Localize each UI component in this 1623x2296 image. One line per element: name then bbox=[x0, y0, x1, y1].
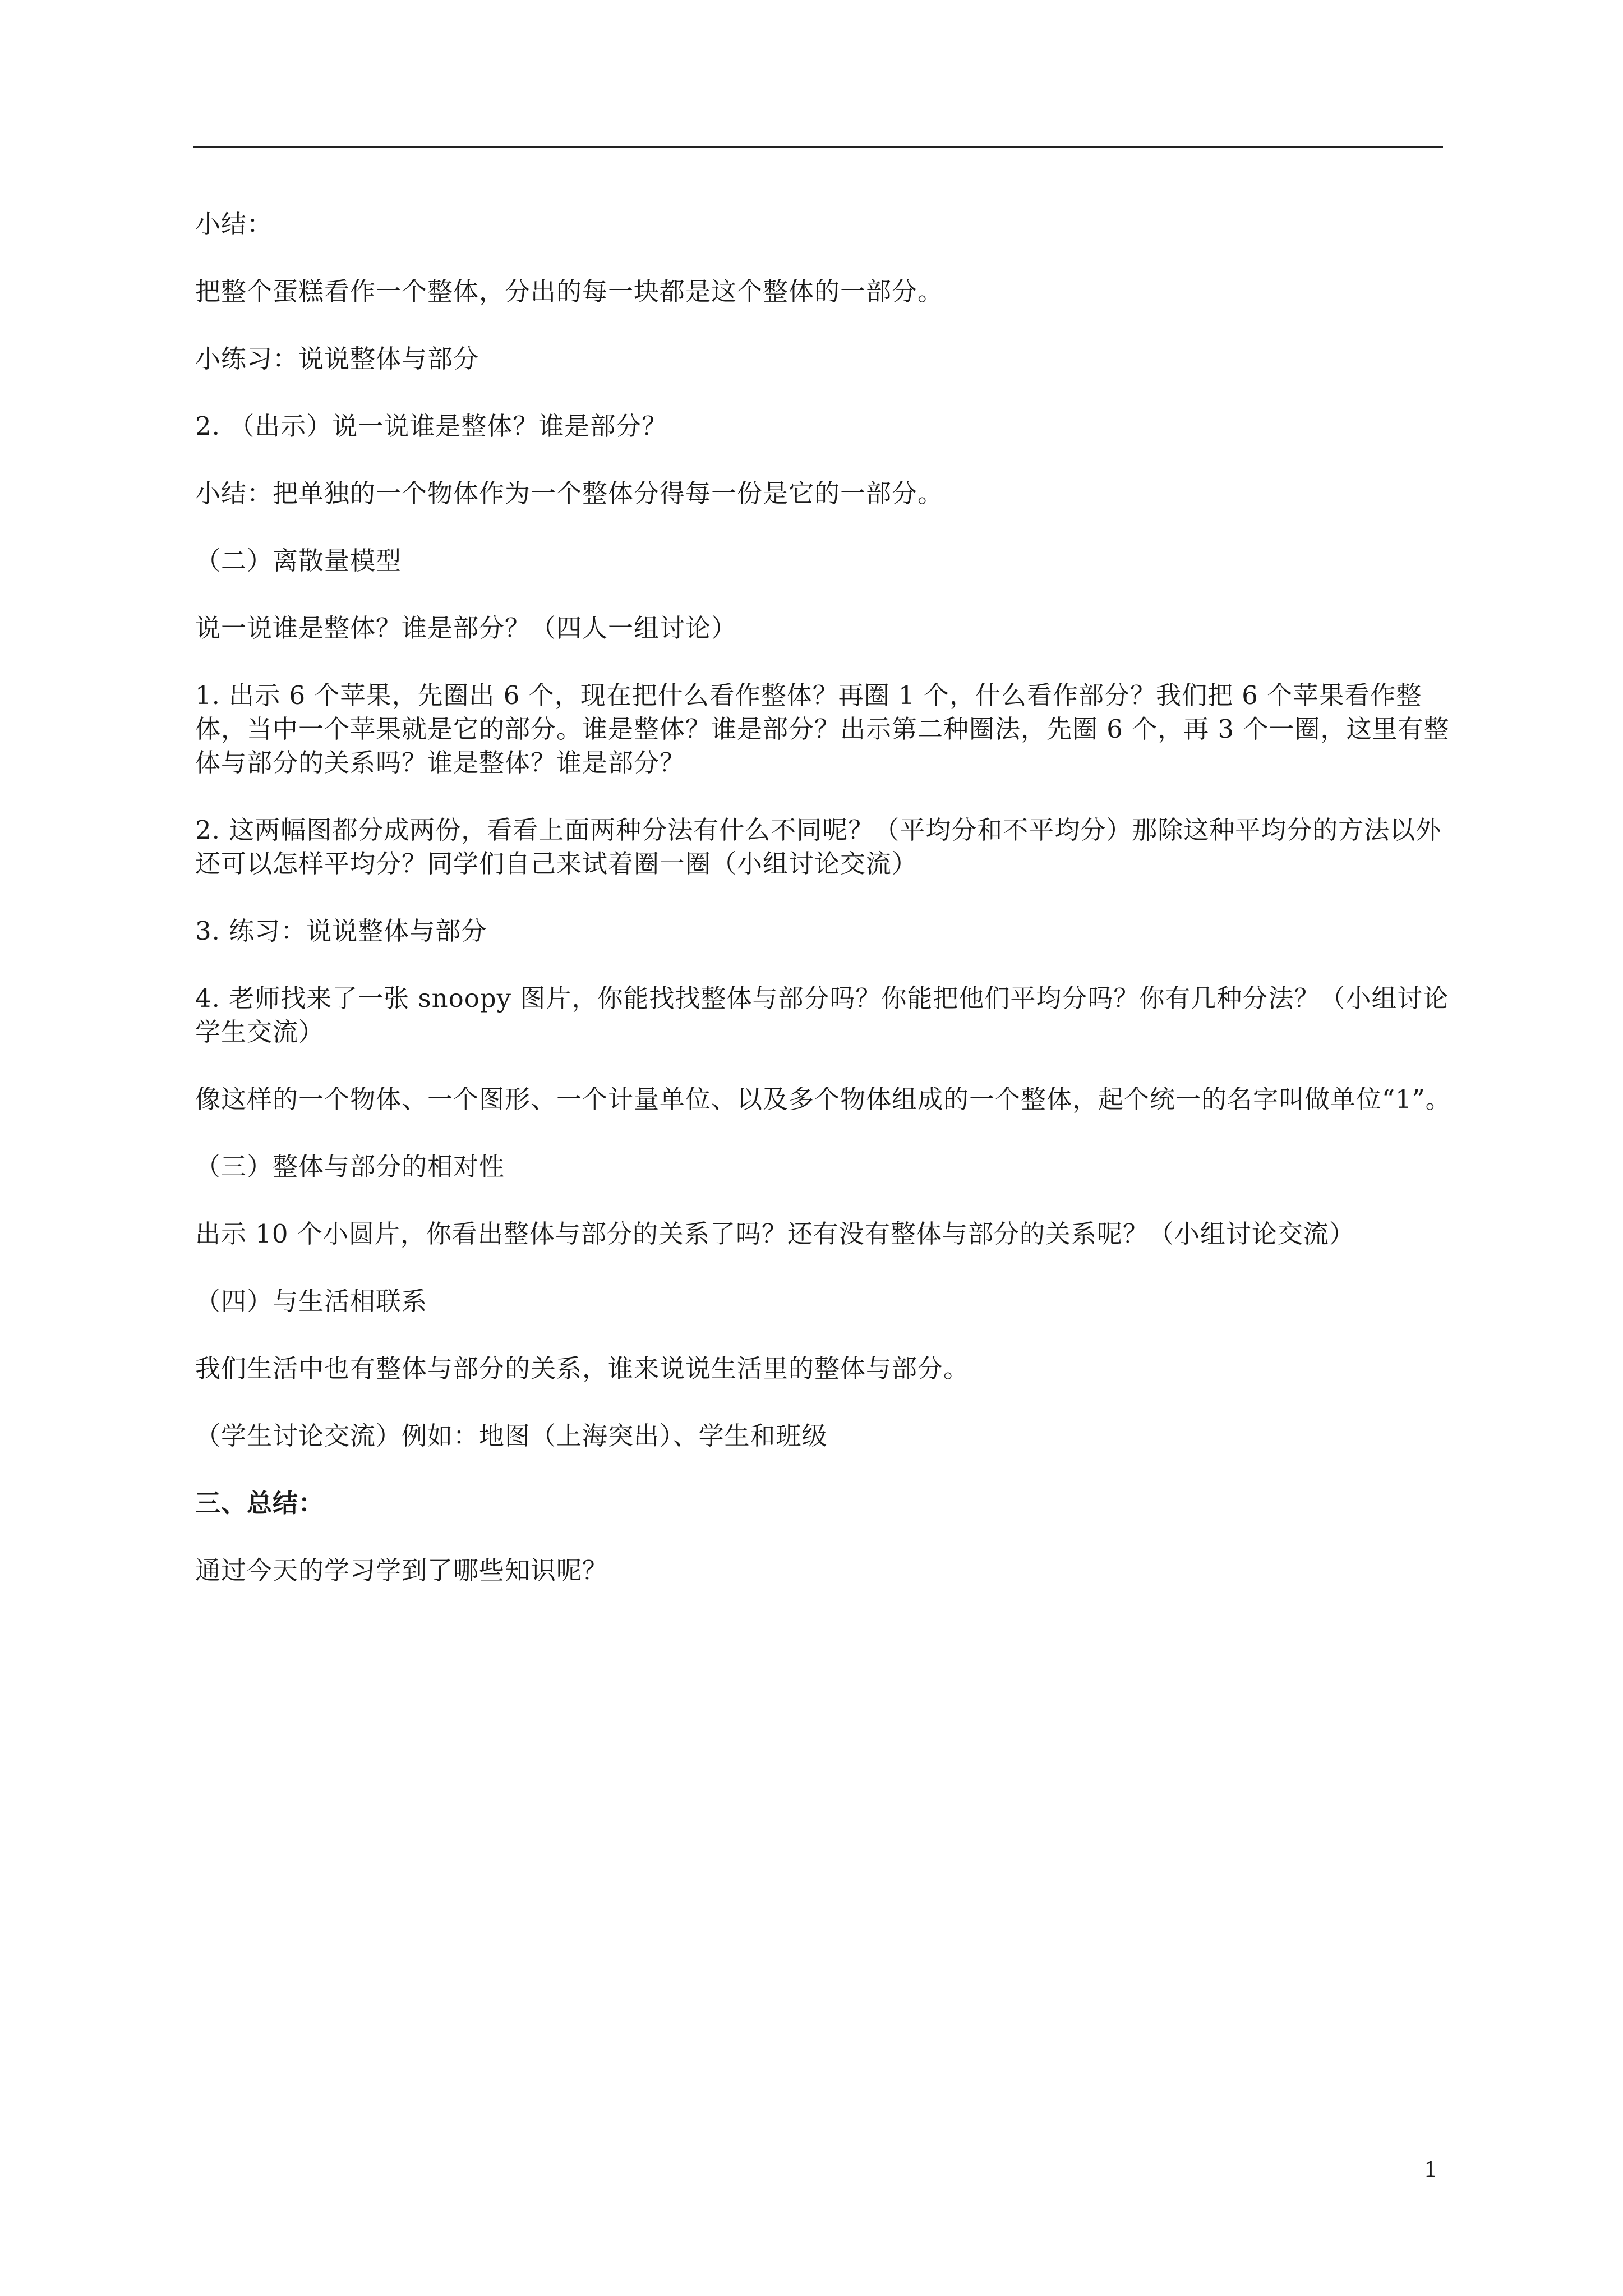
paragraph-snoopy: 4. 老师找来了一张 snoopy 图片，你能找找整体与部分吗？你能把他们平均分吗？你有几种分法？（小组讨论学生交流） bbox=[195, 983, 1449, 1047]
section-heading-conclusion: 三、总结： bbox=[195, 1488, 325, 1518]
section-heading-life: （四）与生活相联系 bbox=[195, 1286, 428, 1316]
paragraph-ten-discs: 出示 10 个小圆片，你看出整体与部分的关系了吗？还有没有整体与部分的关系呢？（小组讨论交流） bbox=[195, 1219, 1355, 1249]
paragraph-life-relation: 我们生活中也有整体与部分的关系，谁来说说生活里的整体与部分。 bbox=[195, 1354, 970, 1383]
paragraph-show-question: 2. （出示）说一说谁是整体？谁是部分？ bbox=[195, 411, 668, 441]
section-heading-relativity: （三）整体与部分的相对性 bbox=[195, 1152, 505, 1181]
paragraph-exercise: 3. 练习：说说整体与部分 bbox=[195, 916, 487, 946]
section-heading-discrete-model: （二）离散量模型 bbox=[195, 546, 402, 576]
paragraph-two-ways: 2. 这两幅图都分成两份，看看上面两种分法有什么不同呢？（平均分和不平均分）那除这种平均分的方法以外还可以怎样平均分？同学们自己来试着圈一圈（小组讨论交流） bbox=[195, 815, 1442, 878]
paragraph-unit-one: 像这样的一个物体、一个图形、一个计量单位、以及多个物体组成的一个整体，起个统一的名字叫做单位“1”。 bbox=[195, 1084, 1451, 1114]
paragraph-today-learning: 通过今天的学习学到了哪些知识呢？ bbox=[195, 1556, 608, 1585]
paragraph-summary-single-object: 小结：把单独的一个物体作为一个整体分得每一份是它的一部分。 bbox=[195, 478, 944, 508]
document-body bbox=[195, 208, 1457, 1621]
paragraph-summary-label: 小结： bbox=[195, 209, 273, 239]
paragraph-examples: （学生讨论交流）例如：地图（上海突出）、学生和班级 bbox=[195, 1421, 828, 1451]
page-number: 1 bbox=[1424, 2156, 1436, 2182]
paragraph-group-discussion: 说一说谁是整体？谁是部分？（四人一组讨论） bbox=[195, 613, 737, 643]
header-rule bbox=[193, 146, 1443, 148]
paragraph-apples: 1. 出示 6 个苹果，先圈出 6 个，现在把什么看作整体？再圈 1 个，什么看作部分？我们把 6 个苹果看作整体，当中一个苹果就是它的部分。谁是整体？谁是部分？出示第二种圈法，先圈 6 个，再 3 个一圈，这里有整体与部分的关系吗？谁是整体？谁是部分？ bbox=[195, 680, 1450, 777]
paragraph-cake-whole: 把整个蛋糕看作一个整体，分出的每一块都是这个整体的一部分。 bbox=[195, 277, 944, 306]
paragraph-mini-exercise: 小练习：说说整体与部分 bbox=[195, 344, 479, 374]
